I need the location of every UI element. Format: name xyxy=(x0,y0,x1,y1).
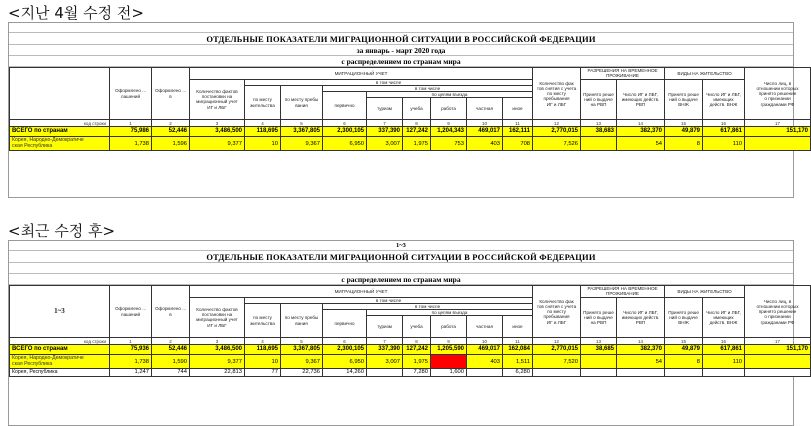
country-cell[interactable]: 6,280 xyxy=(503,369,533,377)
col-header-5: по месту пребы вания xyxy=(281,85,323,120)
country-cell[interactable]: 9,367 xyxy=(281,137,323,151)
group-rvp: РАЗРЕШЕНИЯ НА ВРЕМЕННОЕ ПРОЖИВАНИЕ xyxy=(581,68,665,80)
title-row-period xyxy=(9,45,793,56)
country-cell[interactable] xyxy=(581,137,617,151)
country-row xyxy=(10,355,811,369)
country-cell[interactable]: 10 xyxy=(245,137,281,151)
index-cell: 2 xyxy=(152,120,190,127)
col-header-16: Число ИГ и ЛБГ, имеющих действ. ВНЖ xyxy=(703,79,745,120)
index-cell: 7 xyxy=(367,120,403,127)
country-row-label: Корея, Республика xyxy=(10,369,110,377)
country-cell[interactable]: 1,975 xyxy=(403,137,431,151)
total-cell[interactable]: 118,695 xyxy=(245,127,281,137)
country-row-label: Корея, Народно-Демократиче ская Республика xyxy=(10,137,110,151)
label-before: <지난 4월 수정 전> xyxy=(8,4,144,22)
index-cell: 6 xyxy=(323,120,367,127)
index-cell: 9 xyxy=(431,120,467,127)
index-cell: 4 xyxy=(245,120,281,127)
total-cell[interactable]: 3,367,805 xyxy=(281,345,323,355)
index-cell: 1 xyxy=(110,120,152,127)
total-cell[interactable]: 151,170 xyxy=(745,345,811,355)
title-row-breakdown xyxy=(9,56,793,67)
spreadsheet-after xyxy=(8,240,809,426)
country-cell[interactable]: 6,950 xyxy=(323,137,367,151)
country-cell[interactable]: 744 xyxy=(152,369,190,377)
country-cell[interactable]: 10 xyxy=(245,355,281,369)
country-cell[interactable]: 403 xyxy=(467,355,503,369)
country-cell[interactable]: 7,520 xyxy=(533,355,581,369)
total-cell[interactable]: 2,770,015 xyxy=(533,345,581,355)
index-cell: 3 xyxy=(190,338,245,345)
total-cell[interactable]: 127,242 xyxy=(403,345,431,355)
col-header-12: Количество фак тов снятия с учета по месту пребывания ИГ и ЛБГ xyxy=(533,68,581,120)
index-cell: 5 xyxy=(281,338,323,345)
country-cell[interactable] xyxy=(745,369,811,377)
index-cell: 16 xyxy=(703,120,745,127)
country-cell[interactable]: 8 xyxy=(665,355,703,369)
index-cell: 13 xyxy=(581,120,617,127)
country-cell[interactable]: 77 xyxy=(245,369,281,377)
total-row xyxy=(10,345,811,355)
country-cell[interactable]: 1,511 xyxy=(503,355,533,369)
country-cell[interactable] xyxy=(367,369,403,377)
index-cell: 2 xyxy=(152,338,190,345)
index-row-label: код строки xyxy=(10,120,110,127)
country-cell[interactable]: 7,280 xyxy=(403,369,431,377)
group-rvp: РАЗРЕШЕНИЯ НА ВРЕМЕННОЕ ПРОЖИВАНИЕ xyxy=(581,286,665,298)
col-header-12: Количество фак тов снятия с учета по месту пребывания ИГ и ЛБГ xyxy=(533,286,581,338)
total-cell[interactable]: 75,986 xyxy=(110,127,152,137)
index-cell: 5 xyxy=(281,120,323,127)
total-cell[interactable]: 2,300,105 xyxy=(323,345,367,355)
total-cell[interactable]: 469,017 xyxy=(467,345,503,355)
index-cell: 14 xyxy=(617,120,665,127)
index-cell: 6 xyxy=(323,338,367,345)
country-cell[interactable]: 54 xyxy=(617,355,665,369)
total-cell[interactable]: 1,205,590 xyxy=(431,345,467,355)
label-after: <최근 수정 후> xyxy=(8,222,116,240)
col-header-15: Принято реше ний о выдаче ВНЖ xyxy=(665,79,703,120)
country-cell[interactable]: 1,738 xyxy=(110,137,152,151)
index-cell: 4 xyxy=(245,338,281,345)
purpose-header: по целям въезда xyxy=(367,310,533,316)
index-cell: 8 xyxy=(403,338,431,345)
col-header-14: Число ИГ и ЛБГ, имеющих действ. РВП xyxy=(617,79,665,120)
col-header-3: Количество фактов постановки на миграционный учет ИГ и ЛБГ xyxy=(190,79,245,120)
index-cell: 15 xyxy=(665,120,703,127)
total-cell[interactable]: 337,390 xyxy=(367,345,403,355)
country-cell[interactable]: 1,590 xyxy=(152,355,190,369)
col-header-17: Число лиц, в отношении которых принято решение о признании гражданами РФ xyxy=(745,68,811,120)
in-that-1: в том числе xyxy=(245,79,533,85)
index-cell: 13 xyxy=(581,338,617,345)
country-cell[interactable]: 3,007 xyxy=(367,355,403,369)
col-header-17: Число лиц, в отношении которых принято решение о признании гражданами РФ xyxy=(745,286,811,338)
country-cell[interactable]: 1,975 xyxy=(403,355,431,369)
row-header-corner xyxy=(10,68,110,120)
total-cell[interactable]: 38,683 xyxy=(581,127,617,137)
index-cell: 16 xyxy=(703,338,745,345)
total-cell[interactable]: 337,390 xyxy=(367,127,403,137)
index-row-label: код строки xyxy=(10,338,110,345)
country-cell[interactable]: 22,813 xyxy=(190,369,245,377)
total-cell[interactable]: 617,861 xyxy=(703,127,745,137)
col-header-10: частная xyxy=(467,316,503,338)
col-header-11: иное xyxy=(503,98,533,120)
total-cell[interactable]: 382,370 xyxy=(617,127,665,137)
country-cell[interactable] xyxy=(581,355,617,369)
index-cell: 3 xyxy=(190,120,245,127)
report-period: за январь - март 2020 года xyxy=(356,45,446,55)
country-cell[interactable]: 9,377 xyxy=(190,137,245,151)
col-header-9: работа xyxy=(431,98,467,120)
index-cell: 11 xyxy=(503,338,533,345)
col-header-16: Число ИГ и ЛБГ, имеющих действ. ВНЖ xyxy=(703,297,745,338)
total-cell[interactable]: 127,242 xyxy=(403,127,431,137)
total-cell[interactable]: 3,367,805 xyxy=(281,127,323,137)
in-that-2: в том числе xyxy=(323,85,533,91)
index-cell: 10 xyxy=(467,338,503,345)
spreadsheet-before xyxy=(8,22,809,198)
country-row xyxy=(10,137,811,151)
index-row xyxy=(10,120,811,127)
total-cell[interactable]: 3,486,500 xyxy=(190,127,245,137)
country-cell[interactable]: 9,377 xyxy=(190,355,245,369)
index-cell: 1 xyxy=(110,338,152,345)
index-cell: 17 xyxy=(745,120,811,127)
total-cell[interactable]: 469,017 xyxy=(467,127,503,137)
index-cell: 15 xyxy=(665,338,703,345)
country-cell[interactable] xyxy=(703,369,745,377)
col-header-4: по месту жительства xyxy=(245,85,281,120)
country-cell[interactable] xyxy=(533,369,581,377)
country-cell[interactable]: 6,950 xyxy=(323,355,367,369)
total-row xyxy=(10,127,811,137)
changed-cell[interactable] xyxy=(431,355,467,369)
total-cell[interactable]: 38,685 xyxy=(581,345,617,355)
country-cell[interactable]: 3,007 xyxy=(367,137,403,151)
total-row-label: ВСЕГО по странам xyxy=(10,345,110,355)
blank-row xyxy=(9,23,793,33)
total-cell[interactable]: 617,861 xyxy=(703,345,745,355)
report-breakdown: с распределением по странам мира xyxy=(341,274,461,284)
title-row-top xyxy=(9,241,793,251)
country-cell[interactable]: 14,260 xyxy=(323,369,367,377)
data-table-before xyxy=(9,67,811,151)
row-header-corner xyxy=(10,286,110,338)
total-cell[interactable]: 49,879 xyxy=(665,345,703,355)
purpose-header: по целям въезда xyxy=(367,92,533,98)
report-title: ОТДЕЛЬНЫЕ ПОКАЗАТЕЛИ МИГРАЦИОННОЙ СИТУАЦИИ В РОССИЙСКОЙ ФЕДЕРАЦИИ xyxy=(206,251,596,262)
index-cell: 7 xyxy=(367,338,403,345)
col-header-11: иное xyxy=(503,316,533,338)
index-cell: 17 xyxy=(745,338,811,345)
col-header-2: Оформлено ... в xyxy=(152,68,190,120)
country-cell[interactable]: 9,367 xyxy=(281,355,323,369)
col-header-1: Оформлено ... лашений xyxy=(110,68,152,120)
total-cell[interactable]: 52,446 xyxy=(152,127,190,137)
country-cell[interactable]: 110 xyxy=(703,355,745,369)
country-cell[interactable] xyxy=(617,369,665,377)
country-cell[interactable]: 1,738 xyxy=(110,355,152,369)
col-header-9: работа xyxy=(431,316,467,338)
col-header-4: по месту жительства xyxy=(245,303,281,338)
blank-row xyxy=(9,263,793,274)
index-cell: 14 xyxy=(617,338,665,345)
col-header-2: Оформлено ... в xyxy=(152,286,190,338)
country-cell[interactable]: 7,526 xyxy=(533,137,581,151)
col-header-5: по месту пребы вания xyxy=(281,303,323,338)
country-cell[interactable]: 1,247 xyxy=(110,369,152,377)
col-header-1: Оформлено ... лашений xyxy=(110,286,152,338)
col-header-6: первично xyxy=(323,310,367,338)
in-that-1: в том числе xyxy=(245,297,533,303)
col-header-15: Принято реше ний о выдаче ВНЖ xyxy=(665,297,703,338)
col-header-13: Принято реше ний о выдаче на РВП xyxy=(581,79,617,120)
country-row xyxy=(10,369,811,377)
col-header-13: Принято реше ний о выдаче на РВП xyxy=(581,297,617,338)
col-header-7: туризм xyxy=(367,98,403,120)
country-cell[interactable]: 54 xyxy=(617,137,665,151)
data-table-after xyxy=(9,285,811,377)
total-cell[interactable]: 2,300,105 xyxy=(323,127,367,137)
index-cell: 10 xyxy=(467,120,503,127)
country-cell[interactable]: 1,596 xyxy=(152,137,190,151)
index-cell: 9 xyxy=(431,338,467,345)
country-cell[interactable]: 8 xyxy=(665,137,703,151)
col-header-8: учеба xyxy=(403,98,431,120)
index-cell: 8 xyxy=(403,120,431,127)
country-cell[interactable]: 753 xyxy=(431,137,467,151)
country-row-label: Корея, Народно-Демократиче ская Республика xyxy=(10,355,110,369)
country-cell[interactable]: 403 xyxy=(467,137,503,151)
title-row-main xyxy=(9,33,793,45)
col-header-10: частная xyxy=(467,98,503,120)
total-cell[interactable]: 162,084 xyxy=(503,345,533,355)
total-cell[interactable]: 3,486,500 xyxy=(190,345,245,355)
country-cell[interactable]: 1,600 xyxy=(431,369,467,377)
total-cell[interactable]: 49,879 xyxy=(665,127,703,137)
total-row-label: ВСЕГО по странам xyxy=(10,127,110,137)
col-header-3: Количество фактов постановки на миграционный учет ИГ и ЛБГ xyxy=(190,297,245,338)
total-cell[interactable]: 151,170 xyxy=(745,127,811,137)
col-header-8: учеба xyxy=(403,316,431,338)
corner-page-marker: 1~3 xyxy=(54,307,65,316)
country-cell[interactable] xyxy=(665,369,703,377)
total-cell[interactable]: 1,204,343 xyxy=(431,127,467,137)
country-cell[interactable] xyxy=(745,355,811,369)
index-row xyxy=(10,338,811,345)
col-header-14: Число ИГ и ЛБГ, имеющих действ. РВП xyxy=(617,297,665,338)
in-that-2: в том числе xyxy=(323,303,533,309)
col-header-7: туризм xyxy=(367,316,403,338)
country-cell[interactable] xyxy=(581,369,617,377)
index-cell: 11 xyxy=(503,120,533,127)
country-cell[interactable]: 22,736 xyxy=(281,369,323,377)
report-breakdown: с распределением по странам мира xyxy=(341,56,461,66)
total-cell[interactable]: 2,770,015 xyxy=(533,127,581,137)
total-cell[interactable]: 52,446 xyxy=(152,345,190,355)
group-migration: МИГРАЦИОННЫЙ УЧЕТ xyxy=(190,286,533,298)
country-cell[interactable]: 708 xyxy=(503,137,533,151)
total-cell[interactable]: 162,111 xyxy=(503,127,533,137)
report-title: ОТДЕЛЬНЫЕ ПОКАЗАТЕЛИ МИГРАЦИОННОЙ СИТУАЦИИ В РОССИЙСКОЙ ФЕДЕРАЦИИ xyxy=(206,33,596,44)
title-row-breakdown xyxy=(9,274,793,285)
country-cell[interactable]: 110 xyxy=(703,137,745,151)
index-cell: 12 xyxy=(533,338,581,345)
total-cell[interactable]: 382,370 xyxy=(617,345,665,355)
group-vnzh: ВИДЫ НА ЖИТЕЛЬСТВО xyxy=(665,286,745,298)
col-header-6: первично xyxy=(323,92,367,120)
title-row-main xyxy=(9,251,793,263)
total-cell[interactable]: 118,695 xyxy=(245,345,281,355)
group-vnzh: ВИДЫ НА ЖИТЕЛЬСТВО xyxy=(665,68,745,80)
index-cell: 12 xyxy=(533,120,581,127)
group-migration: МИГРАЦИОННЫЙ УЧЕТ xyxy=(190,68,533,80)
report-page-marker: 1~3 xyxy=(396,242,406,249)
country-cell[interactable] xyxy=(745,137,811,151)
country-cell[interactable] xyxy=(467,369,503,377)
total-cell[interactable]: 75,936 xyxy=(110,345,152,355)
